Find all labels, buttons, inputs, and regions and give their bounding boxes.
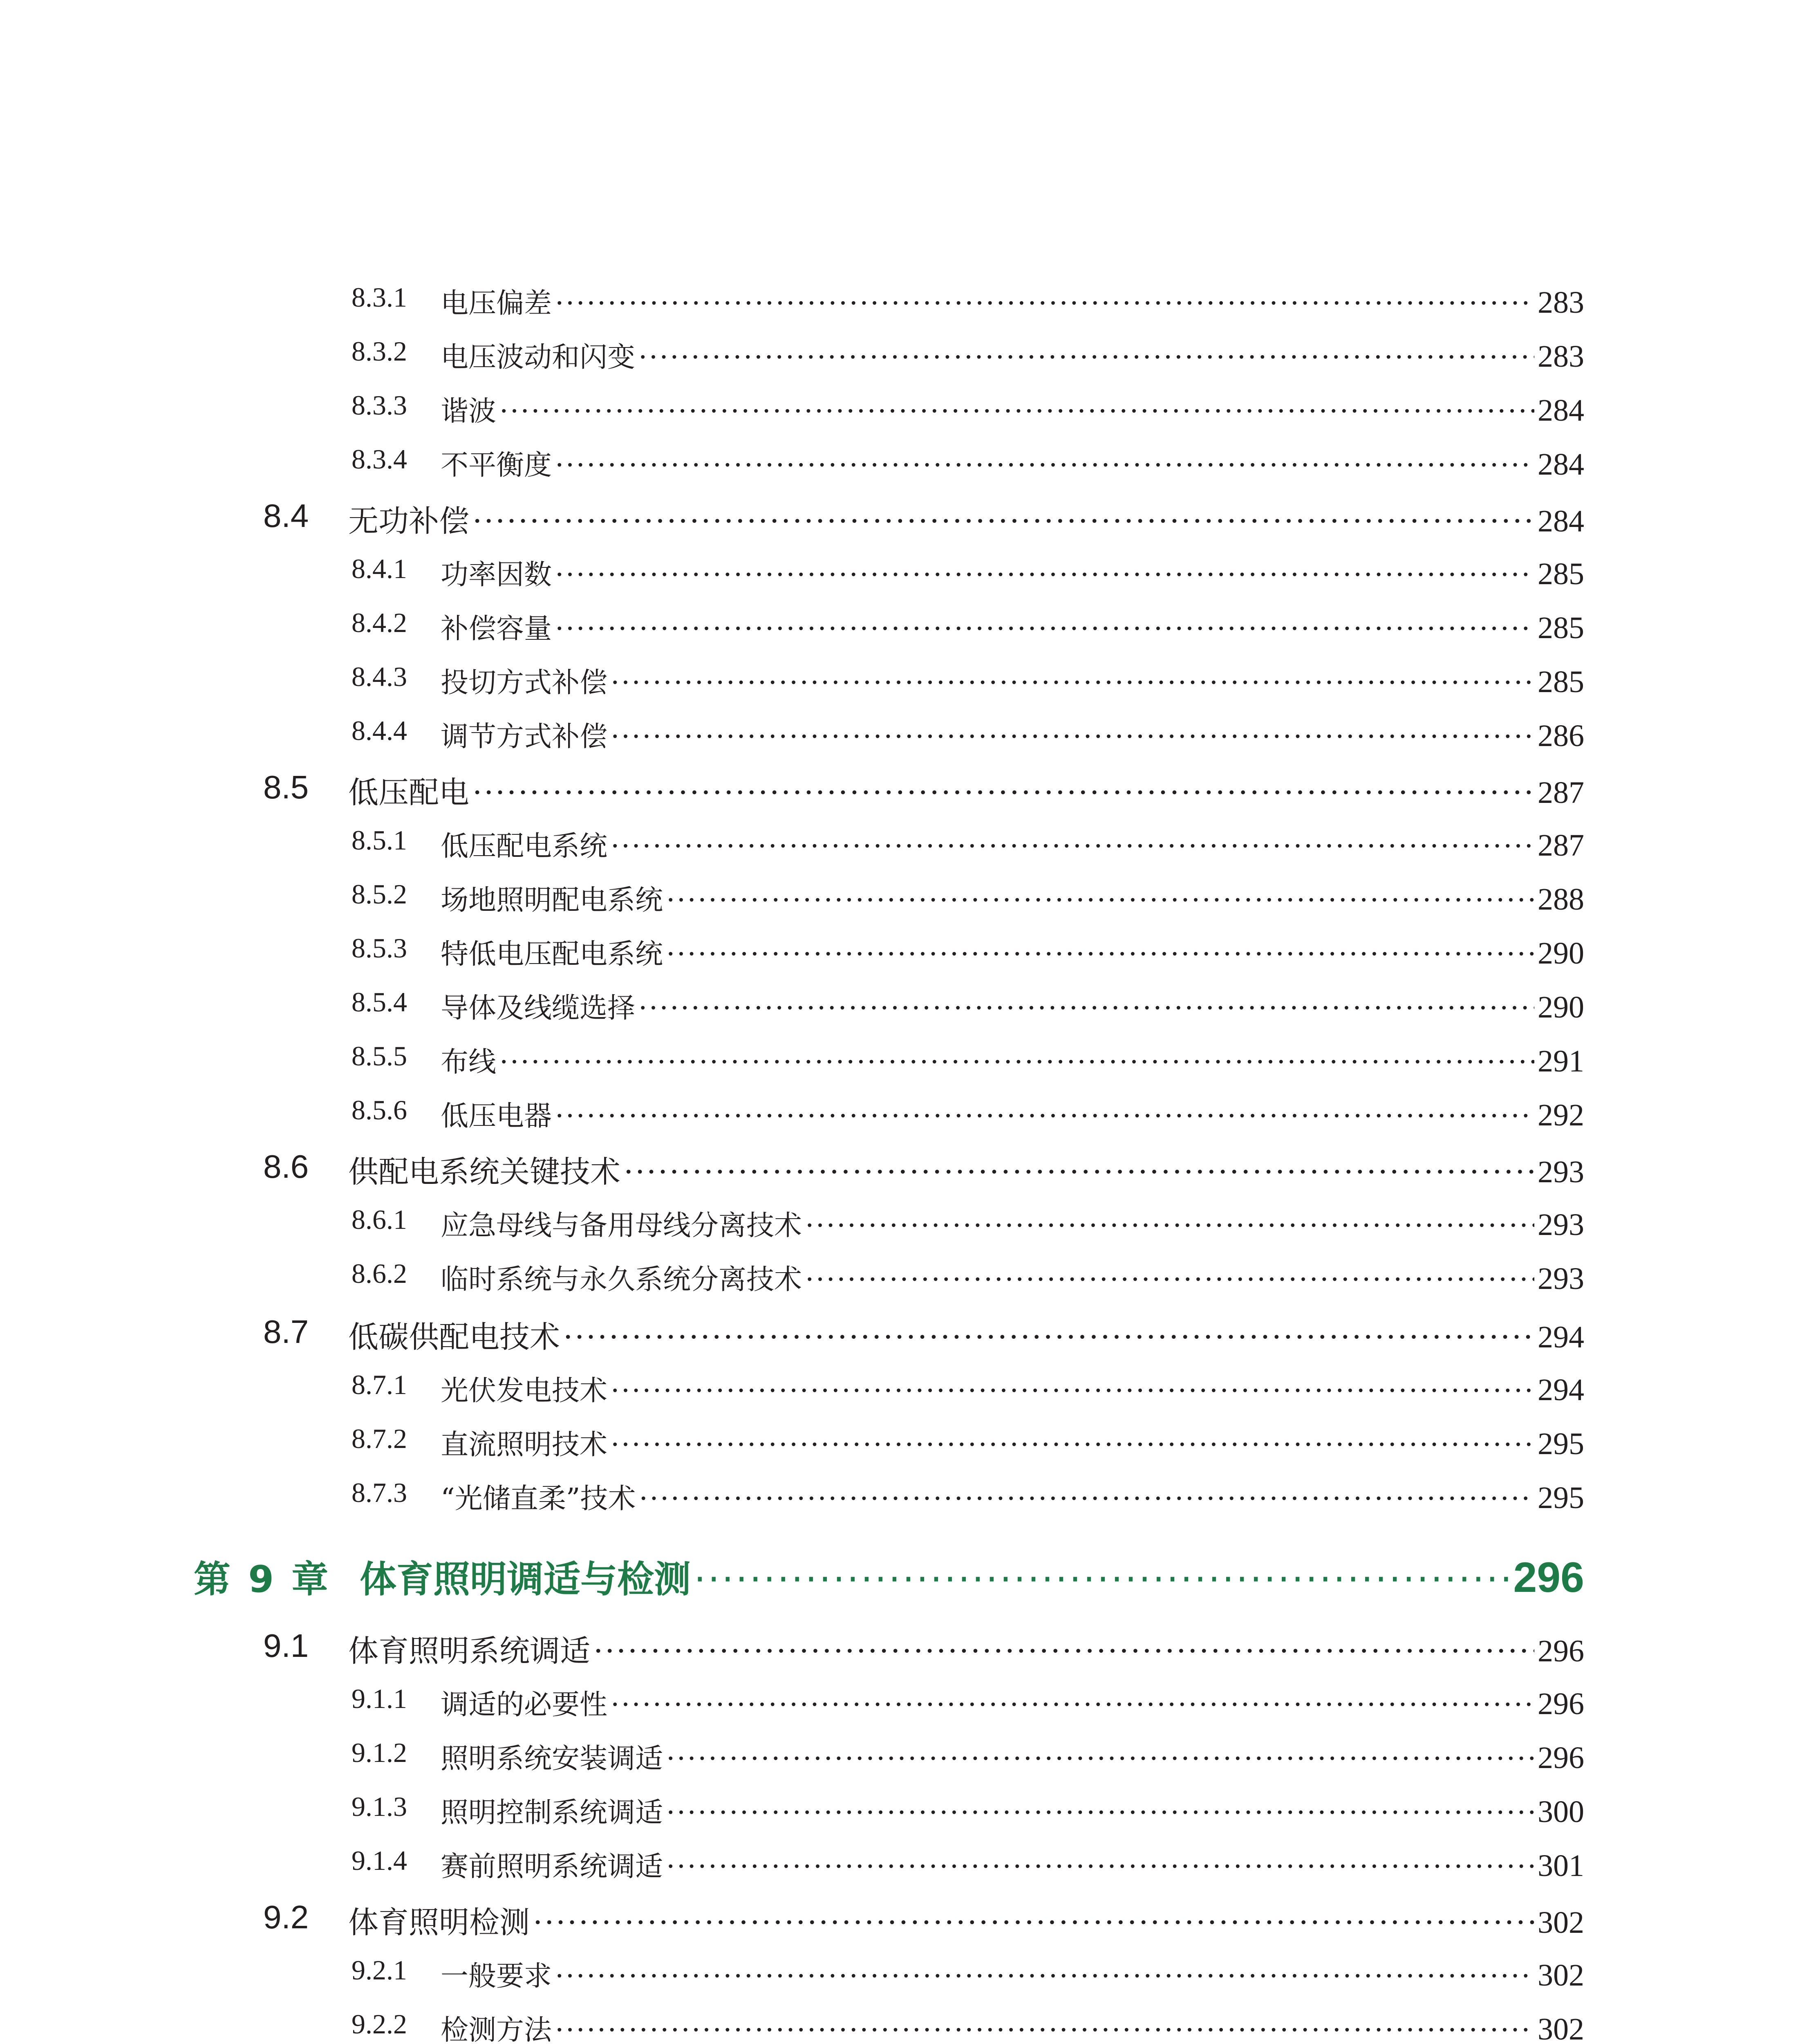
subsection-entry bbox=[0, 607, 1818, 646]
dot-leader bbox=[805, 1210, 1534, 1242]
entry-title: 光伏发电技术 bbox=[441, 1375, 608, 1407]
entry-number: 8.4.3 bbox=[352, 661, 407, 692]
subsection-entry bbox=[0, 1369, 1818, 1408]
dot-leader bbox=[638, 341, 1534, 374]
entry-title: 电压波动和闪变 bbox=[441, 341, 636, 374]
dot-leader bbox=[555, 613, 1534, 645]
page-number: 290 bbox=[1538, 990, 1584, 1024]
dot-leader bbox=[593, 1634, 1534, 1669]
subsection-entry bbox=[0, 553, 1818, 592]
section-entry bbox=[0, 1627, 1818, 1670]
entry-number: 8.5.2 bbox=[352, 879, 407, 910]
entry-number: 8.5.1 bbox=[352, 825, 407, 856]
dot-leader bbox=[472, 504, 1534, 539]
entry-number: 第 9 章 bbox=[194, 1558, 331, 1601]
dot-leader bbox=[555, 449, 1534, 482]
entry-number: 8.3.1 bbox=[352, 282, 407, 313]
page-number: 300 bbox=[1538, 1795, 1584, 1829]
dot-leader bbox=[805, 1264, 1534, 1296]
entry-title: 照明控制系统调适 bbox=[441, 1797, 663, 1829]
page-number: 292 bbox=[1538, 1098, 1584, 1132]
page-number: 301 bbox=[1538, 1849, 1584, 1883]
page-number: 296 bbox=[1538, 1634, 1584, 1668]
dot-leader bbox=[555, 2014, 1534, 2044]
entry-number: 9.2 bbox=[263, 1899, 309, 1935]
dot-leader bbox=[611, 830, 1534, 863]
entry-title: 低压电器 bbox=[441, 1100, 552, 1132]
entry-number: 8.4 bbox=[263, 498, 309, 534]
subsection-entry bbox=[0, 1683, 1818, 1722]
page-number: 293 bbox=[1538, 1208, 1584, 1242]
page-number: 284 bbox=[1538, 504, 1584, 538]
subsection-entry bbox=[0, 389, 1818, 429]
page-number: 294 bbox=[1538, 1320, 1584, 1354]
entry-number: 8.5.6 bbox=[352, 1094, 407, 1125]
subsection-entry bbox=[0, 1040, 1818, 1080]
entry-title: 照明系统安装调适 bbox=[441, 1743, 663, 1775]
page-number: 290 bbox=[1538, 936, 1584, 970]
entry-title: 补偿容量 bbox=[441, 613, 552, 645]
page-number: 293 bbox=[1538, 1262, 1584, 1296]
subsection-entry bbox=[0, 2008, 1818, 2044]
page-number: 295 bbox=[1538, 1427, 1584, 1461]
dot-leader bbox=[533, 1905, 1534, 1940]
subsection-entry bbox=[0, 1094, 1818, 1134]
entry-number: 9.2.2 bbox=[352, 2008, 407, 2040]
page-number: 285 bbox=[1538, 611, 1584, 645]
entry-number: 8.3.2 bbox=[352, 336, 407, 367]
dot-leader bbox=[666, 884, 1534, 917]
dot-leader bbox=[472, 775, 1534, 810]
dot-leader bbox=[694, 1558, 1510, 1601]
subsection-entry bbox=[0, 1845, 1818, 1884]
entry-number: 9.1.3 bbox=[352, 1791, 407, 1822]
entry-number: 8.5 bbox=[263, 769, 309, 805]
entry-title: 调节方式补偿 bbox=[441, 721, 608, 753]
entry-title: 检测方法 bbox=[441, 2014, 552, 2044]
page-number: 296 bbox=[1538, 1741, 1584, 1775]
dot-leader bbox=[563, 1320, 1534, 1355]
entry-title: 调适的必要性 bbox=[441, 1689, 608, 1721]
entry-number: 8.6.2 bbox=[352, 1258, 407, 1289]
entry-number: 8.7.1 bbox=[352, 1369, 407, 1400]
subsection-entry bbox=[0, 335, 1818, 375]
entry-number: 9.1 bbox=[263, 1627, 309, 1664]
subsection-entry bbox=[0, 1954, 1818, 1994]
dot-leader bbox=[666, 1851, 1534, 1883]
entry-title: 电压偏差 bbox=[441, 287, 552, 320]
page-number: 283 bbox=[1538, 285, 1584, 320]
dot-leader bbox=[611, 1375, 1534, 1407]
dot-leader bbox=[624, 1154, 1534, 1190]
page-number: 283 bbox=[1538, 339, 1584, 374]
section-entry bbox=[0, 497, 1818, 540]
entry-title: 谐波 bbox=[441, 395, 497, 428]
entry-title: 低碳供配电技术 bbox=[348, 1320, 560, 1355]
subsection-entry bbox=[0, 932, 1818, 972]
dot-leader bbox=[666, 938, 1534, 970]
page-number: 284 bbox=[1538, 447, 1584, 482]
page-number: 296 bbox=[1538, 1687, 1584, 1721]
entry-title: 布线 bbox=[441, 1046, 497, 1078]
section-entry bbox=[0, 769, 1818, 812]
page-number: 285 bbox=[1538, 665, 1584, 699]
subsection-entry bbox=[0, 281, 1818, 321]
subsection-entry bbox=[0, 715, 1818, 754]
page-number: 287 bbox=[1538, 775, 1584, 810]
subsection-entry bbox=[0, 1737, 1818, 1776]
subsection-entry bbox=[0, 878, 1818, 918]
dot-leader bbox=[499, 395, 1534, 428]
subsection-entry bbox=[0, 1791, 1818, 1830]
dot-leader bbox=[611, 721, 1534, 753]
entry-title: 特低电压配电系统 bbox=[441, 938, 663, 970]
entry-title: 体育照明检测 bbox=[348, 1905, 530, 1940]
page-number: 284 bbox=[1538, 393, 1584, 428]
subsection-entry bbox=[0, 1423, 1818, 1462]
entry-title: 无功补偿 bbox=[348, 504, 469, 539]
entry-title: 赛前照明系统调适 bbox=[441, 1851, 663, 1883]
entry-title: “光储直柔”技术 bbox=[441, 1483, 636, 1515]
section-entry bbox=[0, 1898, 1818, 1942]
dot-leader bbox=[555, 1960, 1534, 1992]
entry-title: 临时系统与永久系统分离技术 bbox=[441, 1264, 802, 1296]
page-number: 286 bbox=[1538, 719, 1584, 753]
dot-leader bbox=[666, 1743, 1534, 1775]
entry-title: 导体及线缆选择 bbox=[441, 992, 636, 1024]
entry-title: 功率因数 bbox=[441, 559, 552, 591]
entry-number: 8.5.5 bbox=[352, 1040, 407, 1071]
dot-leader bbox=[499, 1046, 1534, 1078]
entry-number: 9.2.1 bbox=[352, 1954, 407, 1986]
entry-title: 供配电系统关键技术 bbox=[348, 1154, 620, 1190]
page-number: 295 bbox=[1538, 1481, 1584, 1515]
page-number: 287 bbox=[1538, 828, 1584, 863]
entry-number: 8.4.4 bbox=[352, 715, 407, 746]
entry-title: 场地照明配电系统 bbox=[441, 884, 663, 917]
entry-number: 8.7.3 bbox=[352, 1477, 407, 1508]
entry-title: 体育照明系统调适 bbox=[348, 1634, 590, 1669]
subsection-entry bbox=[0, 661, 1818, 700]
dot-leader bbox=[639, 1483, 1534, 1515]
dot-leader bbox=[555, 559, 1534, 591]
chapter-heading bbox=[0, 1549, 1818, 1602]
entry-number: 9.1.2 bbox=[352, 1737, 407, 1768]
subsection-entry bbox=[0, 1477, 1818, 1516]
entry-title: 应急母线与备用母线分离技术 bbox=[441, 1210, 802, 1242]
subsection-entry bbox=[0, 443, 1818, 483]
entry-number: 8.6.1 bbox=[352, 1204, 407, 1235]
page-number: 291 bbox=[1538, 1044, 1584, 1078]
subsection-entry bbox=[0, 1257, 1818, 1297]
entry-number: 8.4.1 bbox=[352, 553, 407, 584]
section-entry bbox=[0, 1313, 1818, 1356]
section-entry bbox=[0, 1148, 1818, 1191]
dot-leader bbox=[555, 1100, 1534, 1132]
page-number: 302 bbox=[1538, 1905, 1584, 1940]
dot-leader bbox=[611, 1689, 1534, 1721]
page-number: 285 bbox=[1538, 557, 1584, 591]
page-number: 293 bbox=[1538, 1155, 1584, 1189]
subsection-entry bbox=[0, 986, 1818, 1026]
entry-title: 投切方式补偿 bbox=[441, 667, 608, 699]
entry-title: 直流照明技术 bbox=[441, 1429, 608, 1461]
entry-number: 8.4.2 bbox=[352, 607, 407, 638]
entry-number: 8.7.2 bbox=[352, 1423, 407, 1454]
entry-title: 不平衡度 bbox=[441, 449, 552, 482]
entry-title: 体育照明调适与检测 bbox=[360, 1558, 691, 1601]
dot-leader bbox=[611, 667, 1534, 699]
page-number: 302 bbox=[1538, 2012, 1584, 2044]
page-number: 288 bbox=[1538, 882, 1584, 917]
entry-number: 8.6 bbox=[263, 1148, 309, 1185]
page-number: 302 bbox=[1538, 1958, 1584, 1992]
entry-number: 8.3.4 bbox=[352, 444, 407, 475]
entry-title: 一般要求 bbox=[441, 1960, 552, 1992]
dot-leader bbox=[611, 1429, 1534, 1461]
entry-number: 8.5.4 bbox=[352, 986, 407, 1018]
page-number: 296 bbox=[1513, 1554, 1584, 1601]
subsection-entry bbox=[0, 824, 1818, 864]
dot-leader bbox=[555, 287, 1534, 320]
entry-number: 9.1.1 bbox=[352, 1683, 407, 1714]
page-number: 294 bbox=[1538, 1373, 1584, 1407]
entry-title: 低压配电系统 bbox=[441, 830, 608, 863]
entry-number: 9.1.4 bbox=[352, 1845, 407, 1876]
dot-leader bbox=[666, 1797, 1534, 1829]
entry-title: 低压配电 bbox=[348, 775, 469, 810]
entry-number: 8.3.3 bbox=[352, 390, 407, 421]
subsection-entry bbox=[0, 1204, 1818, 1243]
dot-leader bbox=[638, 992, 1534, 1024]
entry-number: 8.7 bbox=[263, 1313, 309, 1350]
entry-number: 8.5.3 bbox=[352, 932, 407, 964]
